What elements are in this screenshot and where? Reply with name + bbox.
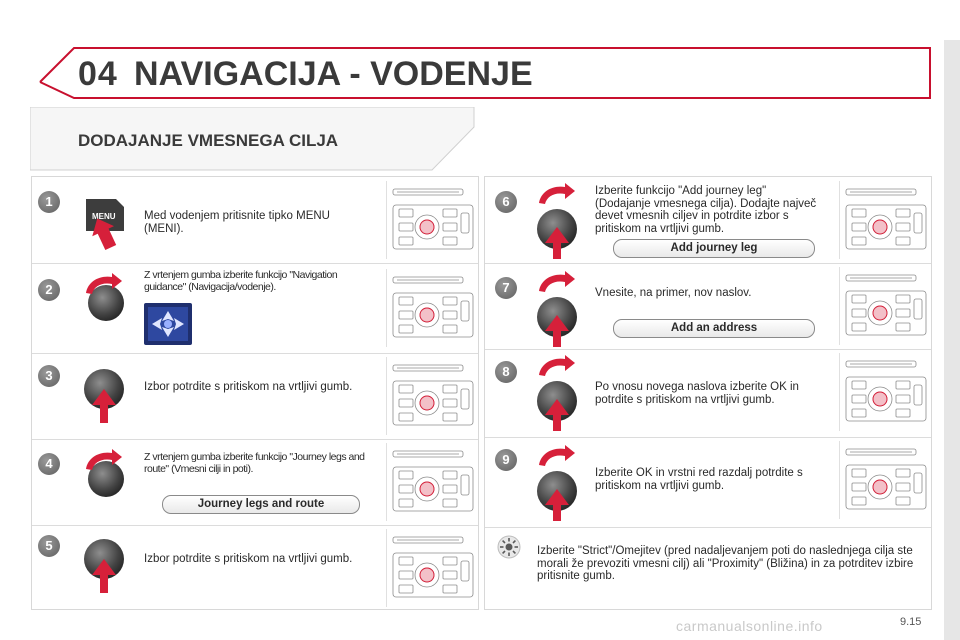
- add-address-option[interactable]: Add an address: [613, 319, 815, 338]
- step-6: [485, 177, 931, 264]
- step-7: [485, 263, 931, 350]
- rotate-press-knob-icon: [531, 179, 585, 266]
- step-2: [32, 263, 478, 354]
- radio-panel-icon: [839, 267, 930, 345]
- step-badge: 1: [38, 191, 60, 213]
- chapter-number: 04: [78, 55, 118, 93]
- page-number: 9.15: [900, 616, 922, 628]
- radio-panel-icon: [386, 529, 477, 607]
- menu-button-icon: [82, 191, 128, 258]
- step-badge: 7: [495, 277, 517, 299]
- step-badge: 2: [38, 279, 60, 301]
- journey-legs-option[interactable]: Journey legs and route: [162, 495, 360, 514]
- press-knob-icon: [80, 535, 132, 600]
- step-4: [32, 439, 478, 526]
- rotate-press-knob-icon: [531, 351, 585, 438]
- step-4-text: Z vrtenjem gumba izberite funkcijo "Journey legs and route" (Vmesni cilji in poti).: [144, 451, 365, 475]
- watermark: carmanualsonline.info: [676, 618, 823, 634]
- step-6-text: Izberite funkcijo "Add journey leg" (Dodajanje vmesnega cilja). Dodajte največ devet vmesnih ciljev in potrdite izbor s pritiskom na vrtljivi gumb.: [595, 185, 817, 235]
- step-5: [32, 525, 478, 609]
- rotary-knob-icon: [80, 447, 130, 504]
- step-9: [485, 437, 931, 528]
- section-title: DODAJANJE VMESNEGA CILJA: [78, 131, 339, 150]
- press-knob-icon: [80, 365, 132, 430]
- radio-panel-icon: [839, 353, 930, 431]
- tip-box: [485, 527, 931, 609]
- step-3-text: Izbor potrdite s pritiskom na vrtljivi gumb.: [144, 381, 353, 393]
- add-journey-leg-option[interactable]: Add journey leg: [613, 239, 815, 258]
- radio-panel-icon: [386, 269, 477, 347]
- joystick-screen-icon: [144, 303, 192, 350]
- tip-text: Izberite "Strict"/Omejitev (pred nadaljevanjem poti do naslednjega cilja ste morali že prevoziti vmesni cilj) ali "Proximity" (Bližina) in za potrditev izbire pritisnite gumb.: [537, 545, 914, 582]
- rotate-press-knob-icon: [531, 441, 585, 528]
- menu-key-label: MENU: [92, 212, 116, 221]
- step-1: [32, 177, 478, 264]
- radio-panel-icon: [386, 357, 477, 435]
- step-badge: 3: [38, 365, 60, 387]
- step-5-text: Izbor potrdite s pritiskom na vrtljivi gumb.: [144, 553, 353, 565]
- step-badge: 6: [495, 191, 517, 213]
- chapter-title: NAVIGACIJA - VODENJE: [134, 55, 533, 93]
- radio-panel-icon: [839, 441, 930, 519]
- step-2-text: Z vrtenjem gumba izberite funkcijo "Navigation guidance" (Navigacija/vodenje).: [144, 269, 338, 293]
- radio-panel-icon: [386, 181, 477, 259]
- step-badge: 4: [38, 453, 60, 475]
- rotate-press-knob-icon: [531, 267, 585, 354]
- right-steps-column: [484, 176, 932, 610]
- radio-panel-icon: [839, 181, 930, 259]
- step-8-text: Po vnosu novega naslova izberite OK in potrdite s pritiskom na vrtljivi gumb.: [595, 381, 799, 406]
- sun-tip-icon: [497, 535, 521, 564]
- step-1-text: Med vodenjem pritisnite tipko MENU (MENI).: [144, 210, 330, 235]
- step-badge: 5: [38, 535, 60, 557]
- step-3: [32, 353, 478, 440]
- rotary-knob-icon: [80, 271, 130, 328]
- step-8: [485, 349, 931, 438]
- page-edge-strip: [944, 40, 960, 640]
- step-badge: 8: [495, 361, 517, 383]
- step-9-text: Izberite OK in vrstni red razdalj potrdite s pritiskom na vrtljivi gumb.: [595, 467, 803, 492]
- radio-panel-icon: [386, 443, 477, 521]
- step-7-text: Vnesite, na primer, nov naslov.: [595, 287, 752, 299]
- left-steps-column: [31, 176, 479, 610]
- step-badge: 9: [495, 449, 517, 471]
